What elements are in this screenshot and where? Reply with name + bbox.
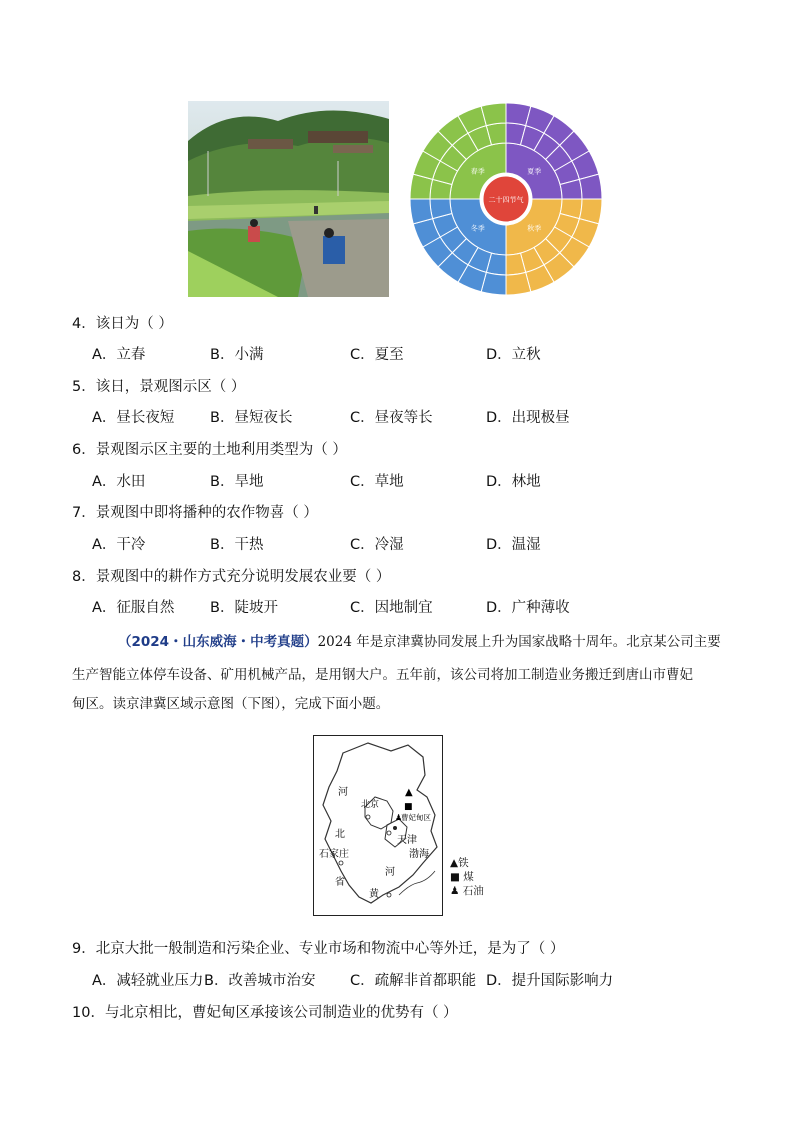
question-stem: 景观图中即将播种的农作物喜（ ） xyxy=(95,505,318,521)
season-label: 夏季 xyxy=(527,167,542,176)
iron-symbol: ▲ xyxy=(405,787,413,798)
option-c[interactable]: C．夏至 xyxy=(350,347,404,363)
option-b[interactable]: B．昼短夜长 xyxy=(210,410,293,426)
rice-terrace-photo xyxy=(188,101,389,297)
question-stem: 景观图示区主要的土地利用类型为（ ） xyxy=(95,442,347,458)
option-d[interactable]: D．出现极昼 xyxy=(486,410,570,426)
question-number: 10． xyxy=(72,1005,105,1021)
passage-text: 2024 年是京津冀协同发展上升为国家战略十周年。北京某公司主要 xyxy=(317,634,721,650)
question-6 xyxy=(72,440,347,460)
question-number: 7． xyxy=(72,505,96,521)
option-b[interactable]: B．改善城市治安 xyxy=(204,973,316,989)
option-c[interactable]: C．冷湿 xyxy=(350,537,404,553)
question-number: 5． xyxy=(72,379,96,395)
question-number: 8． xyxy=(72,569,96,585)
option-b[interactable]: B．陡坡开 xyxy=(210,600,278,616)
legend-iron: ▲铁 xyxy=(450,857,469,869)
option-a[interactable]: A．减轻就业压力 xyxy=(92,973,204,989)
question-stem: 与北京相比，曹妃甸区承接该公司制造业的优势有（ ） xyxy=(104,1005,458,1021)
wheel-center-label: 二十四节气 xyxy=(488,196,524,204)
legend-oil: ♟ 石油 xyxy=(450,885,484,897)
option-a[interactable]: A．昼长夜短 xyxy=(92,410,175,426)
coal-icon: ■ xyxy=(450,871,460,883)
option-b[interactable]: B．干热 xyxy=(210,537,264,553)
question-stem: 该日，景观图示区（ ） xyxy=(95,379,246,395)
map-label-bei: 北 xyxy=(335,829,345,840)
map-label-tianjin: 天津 xyxy=(397,835,417,846)
option-c[interactable]: C．昼夜等长 xyxy=(350,410,433,426)
passage-line-2: 生产智能立体停车设备、矿用机械产品，是用钢大户。五年前，该公司将加工制造业务搬迁到唐山市曹妃 xyxy=(72,667,693,683)
map-label-huang: 黄 xyxy=(369,889,379,900)
option-a[interactable]: A．干冷 xyxy=(92,537,146,553)
question-4 xyxy=(72,314,173,334)
map-label-beijing: 北京 xyxy=(361,800,380,810)
coal-symbol: ■ xyxy=(404,802,413,812)
option-a[interactable]: A．征服自然 xyxy=(92,600,175,616)
season-label: 秋季 xyxy=(527,224,542,233)
option-b[interactable]: B．旱地 xyxy=(210,474,264,490)
question-number: 6． xyxy=(72,442,96,458)
oil-symbol: ♟ xyxy=(395,813,403,822)
option-d[interactable]: D．广种薄收 xyxy=(486,600,570,616)
passage-line-3: 甸区。读京津冀区域示意图（下图），完成下面小题。 xyxy=(72,696,390,712)
option-d[interactable]: D．林地 xyxy=(486,474,541,490)
map-label-he: 河 xyxy=(338,787,348,798)
question-5 xyxy=(72,377,245,397)
option-d[interactable]: D．温湿 xyxy=(486,537,541,553)
option-d[interactable]: D．立秋 xyxy=(486,347,541,363)
option-a[interactable]: A．立春 xyxy=(92,347,146,363)
question-9 xyxy=(72,939,564,959)
map-label-sheng: 省 xyxy=(335,877,345,888)
option-c[interactable]: C．草地 xyxy=(350,474,404,490)
jing-jin-ji-map xyxy=(313,735,443,916)
question-8 xyxy=(72,567,390,587)
option-c[interactable]: C．因地制宜 xyxy=(350,600,433,616)
solar-terms-wheel xyxy=(402,101,610,297)
map-label-he2: 河 xyxy=(385,867,395,878)
source-tag: （2024・山东威海・中考真题） xyxy=(118,634,318,650)
question-stem: 北京大批一般制造和污染企业、专业市场和物流中心等外迁，是为了（ ） xyxy=(95,941,565,957)
season-label: 冬季 xyxy=(470,224,485,233)
option-d[interactable]: D．提升国际影响力 xyxy=(486,973,614,989)
caofeidian-marker xyxy=(393,826,397,830)
question-number: 9． xyxy=(72,941,96,957)
map-label-shijiazhuang: 石家庄 xyxy=(319,849,349,860)
oil-icon: ♟ xyxy=(450,885,460,897)
iron-icon: ▲ xyxy=(450,857,459,869)
season-label: 春季 xyxy=(470,167,485,176)
map-label-caofeidian: 曹妃甸区 xyxy=(401,813,431,822)
question-7 xyxy=(72,503,318,523)
passage-line-1 xyxy=(72,628,732,656)
legend-coal: ■ 煤 xyxy=(450,871,474,883)
question-stem: 该日为（ ） xyxy=(95,316,173,332)
option-a[interactable]: A．水田 xyxy=(92,474,146,490)
question-10 xyxy=(72,1003,458,1023)
question-stem: 景观图中的耕作方式充分说明发展农业要（ ） xyxy=(95,569,391,585)
option-c[interactable]: C．疏解非首都职能 xyxy=(350,973,477,989)
map-label-bohai: 渤海 xyxy=(409,849,429,860)
option-b[interactable]: B．小满 xyxy=(210,347,264,363)
question-number: 4． xyxy=(72,316,96,332)
